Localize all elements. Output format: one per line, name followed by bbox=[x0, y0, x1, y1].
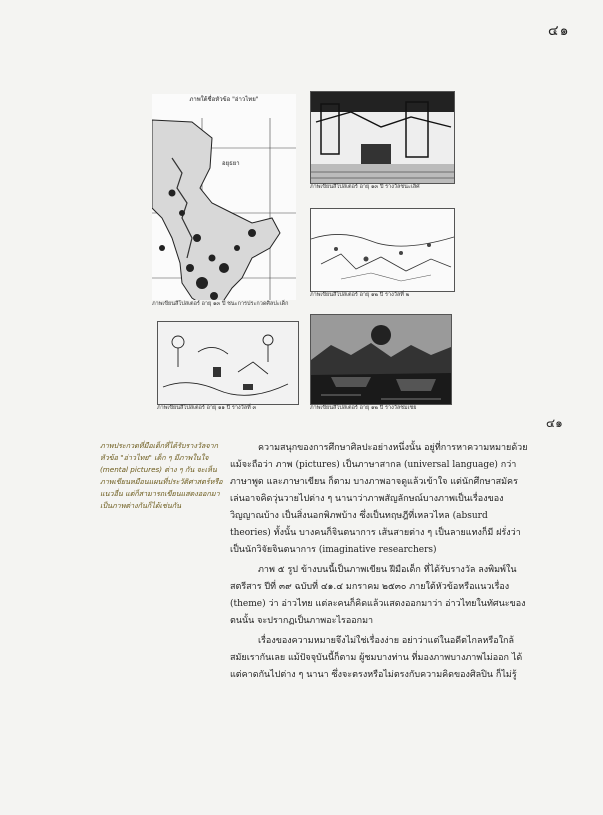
drawing-3-art bbox=[158, 322, 298, 404]
body-text bbox=[230, 440, 530, 687]
child-drawing-3 bbox=[157, 321, 299, 405]
sidebar-caption: ภาพประกวดที่มือเด็กที่ได้รับรางวัลจากหัวข้อ "อ่าวไทย" เด็ก ๆ มีภาพในใจ (mental pictures) ต่าง ๆ กัน จะเห็นภาพเขียนหมือนแผนที่ประวัติศาสตร์หรือแนวอื่น แต่ก็สามารถเขียนแสดงออกมาเป็นภาพต่างกันก็ได้เช่นกัน bbox=[100, 441, 223, 510]
body-paragraph: ความสนุกของการศึกษาศิลปะอย่างหนึ่งนั้น อยู่ที่การหาความหมายด้วย แม้จะถือว่า ภาพ (pictures) เป็นภาษาสากล (universal language) กว่าภาษาพูด และภาษาเขียน ก็ตาม บางภาพอาจดูแล้วเข้าใจ แต่นักศึกษาสมัครเล่นอาจคิดวุ่นวายไปต่าง ๆ นานาว่าภาพสัญลักษณ์บางภาพเป็นเรื่องของวิญญาณบ้าง เป็นสิ่งนอกพิภพบ้าง ซึ่งเป็นทฤษฎีที่เหลวไหล (absurd theories) ทั้งนั้น บางคนก็จินตนาการ เส้นสายต่าง ๆ เป็นลายแทงก็มี ฝรั่งว่าเป็นนักวิจัยจินตนาการ (imaginative researchers) bbox=[230, 443, 528, 555]
drawing-4-caption: ภาพเขียนสีโปสเตอร์ อายุ ๑๒ ปี รางวัลชมเชย bbox=[310, 405, 417, 411]
child-drawing-2 bbox=[310, 208, 455, 292]
drawing-2-art bbox=[311, 209, 454, 291]
drawing-3-caption: ภาพเขียนสีโปสเตอร์ อายุ ๑๑ ปี รางวัลที่ ๓ bbox=[157, 405, 257, 411]
body-paragraph: เรื่องของความหมายจึงไม่ใช่เรื่องง่าย อย่าว่าแต่ในอดีตไกลหรือใกล้สมัยเรากันเลย แม้ปัจจุบันนี้ก็ตาม ผู้ชมบางท่าน ที่มองภาพบางภาพไม่ออก ได้แต่คาดกันไปต่าง ๆ นานา ซึ่งจะตรงหรือไม่ตรงกับความคิดของศิลปิน ก็ไม่รู้ bbox=[230, 636, 523, 680]
page-number-top: ๔๑ bbox=[548, 23, 570, 39]
gulf-map-drawing bbox=[152, 118, 296, 300]
child-drawing-1 bbox=[310, 91, 455, 184]
drawing-1-art bbox=[311, 92, 454, 183]
child-drawing-4 bbox=[310, 314, 452, 405]
body-paragraph: ภาพ ๕ รูป ข้างบนนี้เป็นภาพเขียน ฝีมือเด็ก ที่ได้รับรางวัล ลงพิมพ์ในสตรีสาร ปีที่ ๓๙ ฉบับที่ ๔๑.๔ มกราคม ๒๕๓๐ ภายใต้หัวข้อหรือแนวเรื่อง (theme) ว่า อ่าวไทย แต่ละคนก็คิดแล้วแสดงออกมาว่า อ่าวไทยในทัศนะของตนนั้น จะปรากฏเป็นภาพอะไรออกมา bbox=[230, 565, 526, 626]
map-title: ภาพใต้ชื่อหัวข้อ "อ่าวไทย" bbox=[189, 96, 259, 103]
map-caption: ภาพเขียนสีโปสเตอร์ อายุ ๑๓ ปี ชนะการประกวดศิลปะเด็ก bbox=[152, 301, 289, 307]
page-number-mid: ๔๑ bbox=[546, 416, 563, 430]
map-city-label: อยุธยา bbox=[222, 160, 240, 167]
drawing-2-caption: ภาพเขียนสีโปสเตอร์ อายุ ๑๒ ปี รางวัลที่ ๒ bbox=[310, 292, 410, 298]
drawing-1-caption: ภาพเขียนสีโปสเตอร์ อายุ ๑๓ ปี รางวัลชนะเลิศ bbox=[310, 184, 420, 190]
drawing-4-art bbox=[311, 315, 451, 404]
map-figure bbox=[152, 94, 296, 300]
